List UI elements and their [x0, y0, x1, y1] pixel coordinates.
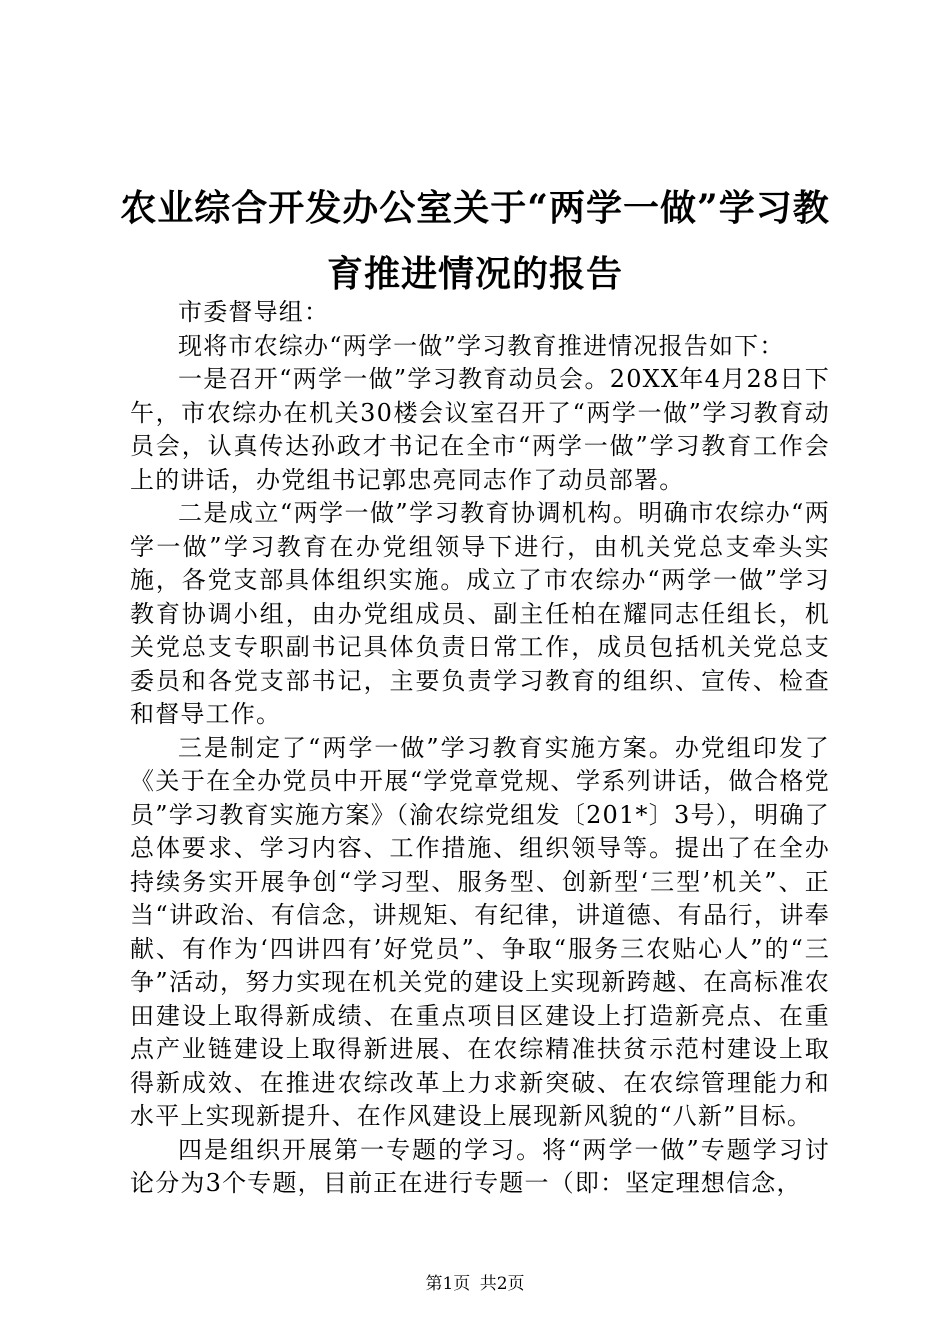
salutation: 市委督导组：	[178, 298, 330, 326]
paragraph-intro: 现将市农综办“两学一做”学习教育推进情况报告如下：	[178, 331, 785, 360]
document-body	[130, 296, 830, 1201]
page-footer	[0, 1273, 950, 1295]
paragraph-3: 三是制定了“两学一做”学习教育实施方案。办党组印发了《关于在全办党员中开展“学党章党规、学系列讲话，做合格党员”学习教育实施方案》（渝农综党组发〔201*〕3号），明确了总体要求、学习内容、工作措施、组织领导等。提出了在全办持续务实开展争创“学习型、服务型、创新型‘三型’机关”、正当“讲政治、有信念，讲规矩、有纪律，讲道德、有品行，讲奉献、有作为‘四讲四有’好党员”、争取“服务三农贴心人”的“三争”活动，努力实现在机关党的建设上实现新跨越、在高标准农田建设上取得新成绩、在重点项目区建设上打造新亮点、在重点产业链建设上取得新进展、在农综精准扶贫示范村建设上取得新成效、在推进农综改革上力求新突破、在农综管理能力和水平上实现新提升、在作风建设上展现新风貌的“八新”目标。	[130, 733, 830, 1130]
title-line-2: 育推进情况的报告	[326, 253, 623, 295]
paragraph-2: 二是成立“两学一做”学习教育协调机构。明确市农综办“两学一做”学习教育在办党组领导下进行，由机关党总支牵头实施，各党支部具体组织实施。成立了市农综办“两学一做”学习教育协调小组，由办党组成员、副主任柏在耀同志任组长，机关党总支专职副书记具体负责日常工作，成员包括机关党总支委员和各党支部书记，主要负责学习教育的组织、宣传、检查和督导工作。	[130, 499, 830, 728]
page-total: 共2页	[479, 1274, 525, 1294]
paragraph-1: 一是召开“两学一做”学习教育动员会。20XX年4月28日下午，市农综办在机关30楼会议室召开了“两学一做”学习教育动员会，认真传达孙政才书记在全市“两学一做”学习教育工作会上的讲话，办党组书记郭忠亮同志作了动员部署。	[130, 365, 830, 494]
document-title	[100, 175, 850, 307]
page-number: 第1页	[425, 1274, 471, 1294]
title-line-1: 农业综合开发办公室关于“两学一做”学习教	[120, 187, 830, 229]
paragraph-4: 四是组织开展第一专题的学习。将“两学一做”专题学习讨论分为3个专题，目前正在进行专题一（即：坚定理想信念，	[130, 1135, 830, 1197]
